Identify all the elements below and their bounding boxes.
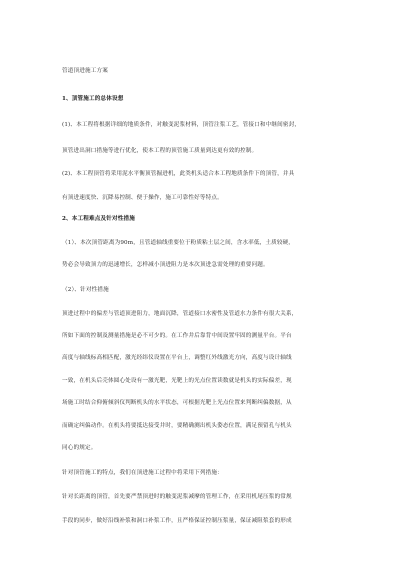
section2-heading: 2、本工程难点及针对性措施 [62, 216, 135, 222]
section2-item1-line1: （1）、本次顶管距离为90m，且管道轴线重要位于粉质粘土层之间，含水率低，土质较硬， [62, 240, 295, 246]
section3-line2: 手段的同步，做好沿线补浆和洞口补浆工作，且严格保证控制压浆量，保证减阻浆套的形成 [62, 518, 292, 524]
document-title: 管道顶进施工方案 [62, 68, 108, 74]
section1-para1-line1: (1)、本工程将根据详细的地质条件，对触变泥浆材料，顶管注浆工艺，管接口和中继间密封， [62, 122, 301, 128]
section2-item2-line3: 高度与轴线标高相匹配，激光经纬仪设置在平台上，调整红外线激光方向，高度与设计轴线 [62, 355, 292, 361]
section2-item2-heading: （2）、针对性措施 [62, 287, 109, 293]
section3-intro: 针对顶管施工的特点，我们在顶进施工过程中将采用下列措施： [62, 470, 223, 476]
section3-line1: 针对长距离的顶管，首先要严禁顶进时的触变泥浆减摩的管理工作，在采用机尾压浆的常规 [62, 494, 292, 500]
section2-item2-line1: 顶进过程中的偏差与管道顶进阻力，地面沉降，管道接口水密性及管道水力条件有很大关系， [62, 311, 298, 317]
section2-item2-line4: 一致，在机头后壳体圆心处设有一激光靶，光靶上的光点位置读数就是机头的实际偏差，现 [62, 378, 292, 384]
section1-para2-line1: (2)、本工程顶管将采用泥水平衡顶管掘进机，此类机头适合本工程地质条件下的顶管，并具 [62, 171, 295, 177]
section1-para1-line2: 顶管进出洞口措施等进行优化，使本工程的顶管施工质量到达更有效的控制。 [62, 148, 258, 154]
section2-item2-line5: 场施工时结合仰俯倾斜仪判断机头的水平状态，可根据光靶上光点位置来判断纠偏数据，从 [62, 400, 292, 406]
section2-item2-line6: 而确定纠偏动作。在机头将要抵达接受井时，要精确测出机头姿态位置，满足预留孔与机头 [62, 423, 292, 429]
section2-item1-line2: 势必会导致顶力的迅速增长，怎样减小顶进阻力是本次顶进急需处理的重要问题。 [62, 262, 269, 268]
section2-item2-line2: 所如下面的控制及测量措施是必不可少的。在工作井后靠背中间设置牢固的测量平台。平台 [62, 333, 292, 339]
section1-heading: 1、顶管施工的总体设想 [62, 96, 124, 102]
section1-para2-line2: 有顶进速度快、沉降易控制、便于操作，施工可靠性好等特点。 [62, 195, 223, 201]
section2-item2-line7: 同心的规定。 [62, 445, 97, 451]
